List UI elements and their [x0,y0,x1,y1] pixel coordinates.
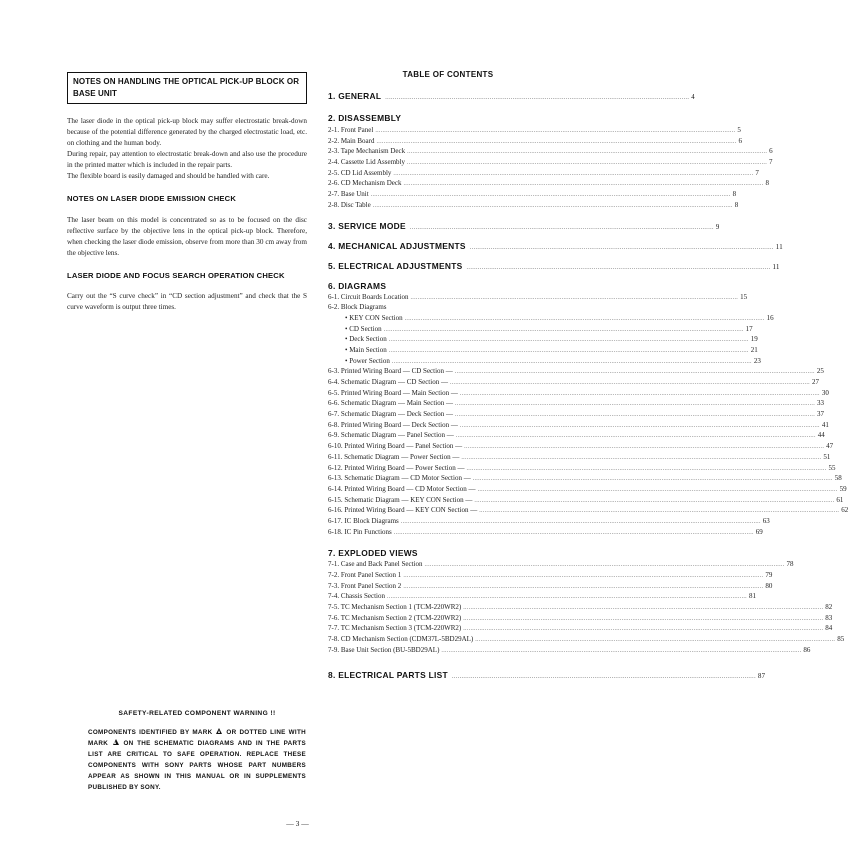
toc-page-number: 86 [803,645,811,654]
toc-title: TABLE OF CONTENTS [402,70,494,79]
toc-page-number: 11 [772,263,780,271]
notes-handling-heading: NOTES ON HANDLING THE OPTICAL PICK-UP BLOCK OR BASE UNIT [67,72,307,104]
toc-item [328,442,834,453]
toc-page-number: 6 [738,136,742,145]
toc-item [328,420,829,432]
toc-page-number: 30 [821,388,829,397]
toc-block-diagram-list [328,313,774,367]
toc-item-label: 6-6. Schematic Diagram — Main Section — [328,399,453,408]
toc-item [328,571,773,582]
toc-item [328,452,831,464]
toc-section-label: 3. SERVICE MODE [328,220,406,231]
toc-item [328,147,773,158]
toc-item-label: 6-10. Printed Wiring Board — Panel Section — [328,442,463,451]
toc-item [328,126,741,137]
leader-dots: ........................................................................................................................................................................................................ [449,380,810,386]
toc-item [328,624,833,635]
toc-item-label: • Deck Section [345,335,387,344]
toc-section-disassembly: 2. DISASSEMBLY [328,113,402,123]
leader-dots: ........................................................................................................................................................................................................ [407,149,768,156]
toc-page-number: 63 [762,516,770,525]
toc-item-label: 6-5. Printed Wiring Board — Main Section — [328,388,458,397]
safety-warning-title: SAFETY-RELATED COMPONENT WARNING !! [118,710,276,717]
toc-item-label: 2-5. CD Lid Assembly [328,168,392,177]
toc-item [328,158,773,169]
toc-page-number: 44 [817,431,825,440]
toc-item [328,431,825,442]
toc-page-number: 37 [817,410,824,419]
laser-check-heading: NOTES ON LASER DIODE EMISSION CHECK [67,194,237,203]
toc-page-number: 8 [765,179,769,188]
toc-section-service-mode [328,220,720,231]
toc-section-label: 8. ELECTRICAL PARTS LIST [328,669,448,680]
leader-dots: ........................................................................................................................................................................................................ [455,412,815,419]
toc-section-label: 5. ELECTRICAL ADJUSTMENTS [328,260,463,271]
toc-item [328,168,759,180]
notes-paragraph-1: The laser diode in the optical pick-up block may suffer electrostatic break-down because of the potential difference generated by the charged electrostatic load, etc. on clothing and the human body. [67,117,307,147]
toc-page-number: 8 [732,190,737,199]
toc-item-label: 6-17. IC Block Diagrams [328,516,399,525]
toc-section-label: 4. MECHANICAL ADJUSTMENTS [328,240,466,251]
toc-page-number: 9 [715,223,720,231]
leader-dots: ........................................................................................................................................................................................................ [424,562,785,569]
toc-item-label: 6-8. Printed Wiring Board — Deck Section — [328,420,458,429]
toc-item-label: • Power Section [345,356,390,365]
toc-item [328,345,758,357]
leader-dots: ........................................................................................................................................................................................................ [479,508,840,515]
safety-text-part-b: OR DOTTED LINE WITH MARK [88,729,306,747]
table-of-contents [328,70,848,680]
toc-page-number: 69 [755,527,763,536]
toc-item-label: • KEY CON Section [345,313,403,322]
toc-page-number: 59 [839,484,847,493]
toc-page-number: 33 [817,399,824,408]
toc-item [328,356,761,368]
leader-dots: ........................................................................................................................................................................................................ [461,454,822,461]
safety-text-part-c: ON THE SCHEMATIC DIAGRAMS AND IN THE PARTS LIST ARE CRITICAL TO SAFE OPERATION. REPLACE THESE COMPONENTS WITH SONY PARTS WHOSE PART NUMBERS APPEAR AS SHOWN IN THIS MANUAL OR IN SUPPLEMENTS PUBLISHED BY SONY. [88,740,306,791]
toc-item-label: 7-9. Base Unit Section (BU-5BD29AL) [328,645,440,654]
toc-item-label: 7-2. Front Panel Section 1 [328,571,402,579]
toc-section-diagrams: 6. DIAGRAMS [328,280,387,291]
leader-dots: ................................................................................................................................................................ [451,673,756,680]
toc-page-number: 87 [757,672,766,680]
leader-dots: ........................................................................................................................................................................................................ [455,433,816,440]
toc-item [328,367,824,378]
toc-item-label: 7-1. Case and Back Panel Section [328,560,423,569]
leader-dots: ........................................................................................................................................................................................................ [463,605,824,612]
toc-page-number: 85 [837,635,845,644]
notes-paragraph-2: During repair, pay attention to electrostatic break-down and also use the procedure in the printed matter which is included in the repair parts. [67,150,307,169]
toc-item-label: 6-15. Schematic Diagram — KEY CON Section — [328,495,473,504]
leader-dots: ........................................................................................................................................................................................................ [454,369,815,376]
toc-disassembly-list [328,126,773,212]
toc-page-number: 62 [841,506,848,515]
leader-dots: ........................................................................................................................................................................................................ [375,128,736,134]
toc-item-label: 2-7. Base Unit [328,190,369,199]
toc-page-number: 78 [786,560,794,569]
toc-item [328,388,829,400]
leader-dots: ........................................................................................................................................................................................................ [388,337,749,344]
toc-page-number: 80 [765,581,773,590]
leader-dots: ................................................................................................................................................................ [385,95,690,101]
left-column [67,72,307,313]
toc-section-electrical [328,260,780,271]
page-number-footer: — 3 — [286,819,309,828]
leader-dots: ........................................................................................................................................................................................................ [403,573,764,579]
toc-item [328,581,773,593]
leader-dots: ........................................................................................................................................................................................................ [477,486,838,493]
leader-dots: ........................................................................................................................................................................................................ [463,626,824,633]
safety-warning-text [88,727,306,793]
toc-item [328,474,842,485]
toc-item-label: 6-2. Block Diagrams [328,303,387,312]
leader-dots: ........................................................................................................................................................................................................ [393,529,754,536]
toc-page-number: 6 [769,147,773,156]
toc-page-number: 58 [834,474,842,483]
warning-triangle-icon [113,739,119,745]
toc-page-number: 51 [823,452,831,461]
toc-item-label: • Main Section [345,345,387,354]
toc-page-number: 16 [766,313,774,322]
toc-exploded-list [328,560,845,656]
toc-page-number: 47 [826,442,834,451]
toc-page-number: 27 [811,378,819,386]
toc-item [328,292,748,304]
safety-text-part-a: COMPONENTS IDENTIFIED BY MARK [88,729,213,736]
leader-dots: ................................................................................................................................................................ [469,244,774,251]
toc-page-number: 84 [825,624,833,633]
toc-item-label: 7-8. CD Mechanism Section (CDM37L-5BD29AL) [328,635,474,644]
toc-item-label: 6-9. Schematic Diagram — Panel Section — [328,431,454,440]
toc-item-label: 2-3. Tape Mechanism Deck [328,147,406,156]
toc-item-label: 7-4. Chassis Section [328,592,385,601]
toc-item-label: 7-6. TC Mechanism Section 2 (TCM-220WR2) [328,613,462,622]
leader-dots: ........................................................................................................................................................................................................ [403,583,764,590]
leader-dots: ........................................................................................................................................................................................................ [407,160,767,167]
leader-dots: ........................................................................................................................................................................................................ [459,422,820,429]
laser-check-paragraph: The laser beam on this model is concentrated so as to be focused on the disc reflective surface by the objective lens in the optical pick-up block. Therefore, when checking the laser diode emission, observe from more than 30 cm away from the objective lens. [67,216,307,257]
toc-page-number: 41 [821,420,829,429]
toc-item-label: • CD Section [345,324,382,333]
toc-item [328,506,848,517]
toc-item-label: 6-1. Circuit Boards Location [328,292,409,301]
toc-item-label: 7-5. TC Mechanism Section 1 (TCM-220WR2) [328,603,462,612]
toc-item-label: 2-8. Disc Table [328,200,371,209]
toc-item [328,463,836,475]
leader-dots: ........................................................................................................................................................................................................ [472,476,833,483]
toc-page-number: 55 [828,463,836,472]
leader-dots: ........................................................................................................................................................................................................ [393,170,754,177]
notes-paragraph-3: The flexible board is easily damaged and should be handled with care. [67,172,270,180]
toc-item-label: 6-7. Schematic Diagram — Deck Section — [328,410,453,419]
toc-item [328,378,819,389]
focus-search-paragraph: Carry out the “S curve check” in “CD section adjustment” and check that the S curve waveform is output three times. [67,292,307,311]
toc-section-general [328,91,695,101]
toc-item [328,645,811,657]
leader-dots: ........................................................................................................................................................................................................ [383,326,744,333]
leader-dots: ........................................................................................................................................................................................................ [459,390,820,397]
toc-page-number: 61 [836,495,844,504]
toc-section-exploded-views: 7. EXPLODED VIEWS [328,548,418,559]
leader-dots: ........................................................................................................................................................................................................ [400,518,761,525]
toc-page-number: 81 [748,592,756,601]
toc-item-label: 6-3. Printed Wiring Board — CD Section — [328,367,453,376]
toc-item-label: 6-13. Schematic Diagram — CD Motor Section — [328,474,471,483]
toc-item [328,635,845,646]
toc-item-label: 6-12. Printed Wiring Board — Power Section — [328,463,465,472]
toc-item [328,313,774,325]
toc-diagram-list [328,367,848,538]
safety-warning [88,710,306,793]
toc-page-number: 11 [775,243,783,251]
leader-dots: ........................................................................................................................................................................................................ [404,315,765,322]
toc-item-label: 6-18. IC Pin Functions [328,527,392,536]
toc-page-number: 17 [745,324,753,333]
toc-page-number: 19 [750,335,758,344]
toc-item [328,399,824,410]
toc-page-number: 5 [737,126,741,134]
leader-dots: ........................................................................................................................................................................................................ [463,615,824,622]
toc-item [328,335,758,346]
toc-item [328,190,737,201]
toc-item [328,603,833,614]
leader-dots: ........................................................................................................................................................................................................ [391,358,752,365]
leader-dots: ........................................................................................................................................................................................................ [466,465,827,472]
toc-item [328,136,742,148]
toc-page-number: 23 [753,356,761,365]
toc-item [328,613,833,625]
toc-item [328,484,847,496]
toc-section-label: 1. GENERAL [328,91,382,101]
toc-item-label: 6-11. Schematic Diagram — Power Section — [328,452,460,461]
toc-page-number: 15 [740,292,748,301]
toc-page-number: 21 [750,345,758,354]
leader-dots: ........................................................................................................................................................................................................ [372,202,733,209]
toc-page-number: 79 [765,571,773,579]
toc-item-label: 2-1. Front Panel [328,126,374,134]
toc-page-number: 8 [734,200,739,209]
leader-dots: ...................................................................................................................................................................................... [410,294,739,301]
focus-search-heading: LASER DIODE AND FOCUS SEARCH OPERATION CHECK [67,271,285,280]
toc-item [328,592,756,603]
toc-item [328,303,568,314]
toc-item [328,495,844,507]
leader-dots: ........................................................................................................................................................................................................ [474,497,835,504]
toc-section-mechanical [328,240,783,251]
toc-page-number: 25 [816,367,824,376]
leader-dots: ........................................................................................................................................................................................................ [388,347,749,354]
leader-dots: ................................................................................................................................................................ [409,224,714,231]
leader-dots: ........................................................................................................................................................................................................ [403,181,764,188]
leader-dots: ........................................................................................................................................................................................................ [464,444,825,451]
toc-item-label: 6-14. Printed Wiring Board — CD Motor Section — [328,484,476,493]
toc-page-number: 4 [691,94,695,101]
toc-item-label: 2-6. CD Mechanism Deck [328,179,402,188]
leader-dots: ........................................................................................................................................................................................................ [455,401,815,408]
toc-page-number: 7 [755,168,759,177]
toc-item-label: 2-4. Cassette Lid Assembly [328,158,405,167]
toc-item-label: 6-4. Schematic Diagram — CD Section — [328,378,448,386]
toc-item [328,560,794,571]
toc-page-number: 82 [825,603,833,612]
toc-section-parts-list [328,669,766,680]
toc-item [328,324,753,336]
leader-dots: ........................................................................................................................................................................................................ [376,138,737,145]
toc-page-number: 83 [825,613,833,622]
toc-item-label: 7-7. TC Mechanism Section 3 (TCM-220WR2) [328,624,462,633]
leader-dots: ........................................................................................................................................................................................................ [386,594,747,601]
toc-page-number: 7 [769,158,773,167]
leader-dots: ........................................................................................................................................................................................................ [475,637,836,644]
leader-dots: ........................................................................................................................................................................................................ [370,192,731,199]
leader-dots: ........................................................................................................................................................................................................ [441,647,802,654]
toc-item-label: 2-2. Main Board [328,136,375,145]
toc-item [328,516,770,528]
toc-item [328,200,739,212]
toc-item [328,527,763,539]
warning-triangle-icon [216,728,222,734]
toc-item-label: 6-16. Printed Wiring Board — KEY CON Section — [328,506,478,515]
toc-item [328,410,824,421]
toc-item [328,179,769,190]
toc-item-label: 7-3. Front Panel Section 2 [328,581,402,590]
leader-dots: ................................................................................................................................................................ [466,264,771,271]
